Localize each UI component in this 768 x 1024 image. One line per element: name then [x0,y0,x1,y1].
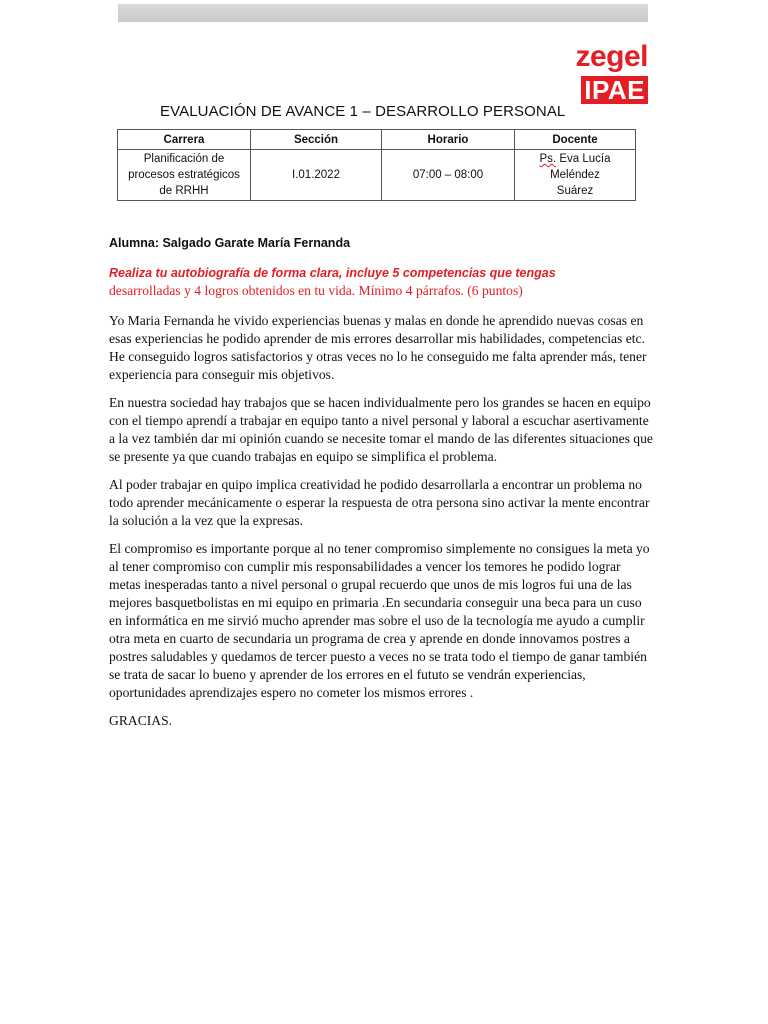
docente-name-line-2: Suárez [556,185,594,197]
instructions-rest: desarrolladas y 4 logros obtenidos en tu vida. Mínimo 4 párrafos. (6 puntos) [109,283,523,298]
closing-thanks: GRACIAS. [109,713,173,728]
paragraph-2: En nuestra sociedad hay trabajos que se hacen individualmente pero los grandes se hacen en equipo con el tiempo aprendí a trabajar en equipo tanto a nivel personal y laboral a escuchar asertivamente a la vez también dar mi opinión cuando se necesite tomar el mando de las diferentes situaciones que se presente ya que cuando trabajas en equipo se simplifica el problema. [109,395,653,464]
paragraph-4: El compromiso es importante porque al no tener compromiso simplemente no consigues la meta yo al tener compromiso con cumplir mis responsabilidades a vencer los temores he podido lograr metas inesperadas tanto a nivel personal o grupal recuerdo que unos de mis logros fui una de las mejores basquetbolistas en mi equipo en primaria .En secundaria conseguir una beca para un cuso en informática en me sirvió mucho aprender mas sobre el uso de la tecnología me ayudo a cumplir otra meta en cuarto de secundaria un programa de crea y aprende en donde innovamos postres a postres saludables y quedamos de tercer puesto a veces no se trata todo el tiempo de ganar también se trata de sacar lo bueno y aprender de los errores en el fututo se vendrán experiencias, oportunidades aprendizajes espero no cometer los mismos errores . [109,541,650,700]
header-seccion: Sección [251,130,382,150]
paragraph-3: Al poder trabajar en quipo implica creatividad he podido desarrollarla a encontrar un problema no todo aprender mecánicamente o esperar la respuesta de otra persona sino activar la mente encontrar la solución a la vez que la expresas. [109,477,650,528]
logo-zegel-text: zegel [575,40,648,73]
cell-horario: 07:00 – 08:00 [382,150,515,201]
carrera-line-3: de RRHH [159,185,209,197]
carrera-line-2: procesos estratégicos [128,169,240,181]
top-gray-bar [118,4,648,22]
docente-name: Eva Lucía Meléndez [550,153,611,181]
paragraph-1: Yo Maria Fernanda he vivido experiencias buenas y malas en donde he aprendido nuevas cosas en esas experiencias he podido aprender de mis errores desarrollar mis habilidades, competencias etc. He conseguido logros satisfactorios y otras veces no lo he conseguido me falta aprender más, tener experiencia para conseguir mis objetivos. [109,313,647,382]
docente-prefix: Ps. [539,153,557,165]
logo-ipae-text: IPAE [581,76,648,104]
carrera-line-1: Planificación de [143,153,225,165]
zegel-ipae-logo [575,42,648,104]
student-name: Alumna: Salgado Garate María Fernanda [109,236,351,250]
course-info-table [117,129,636,201]
header-docente: Docente [515,130,636,150]
header-horario: Horario [382,130,515,150]
table-row [118,150,636,201]
cell-docente [515,150,636,201]
cell-seccion: I.01.2022 [251,150,382,201]
instructions-lead: Realiza tu autobiografía de forma clara, incluye 5 competencias que tengas [109,266,556,280]
header-carrera: Carrera [118,130,251,150]
cell-carrera [118,150,251,201]
autobiography-body [109,312,654,740]
assignment-instructions [109,264,654,300]
table-header-row [118,130,636,150]
document-title: EVALUACIÓN DE AVANCE 1 – DESARROLLO PERSONAL [160,103,566,120]
